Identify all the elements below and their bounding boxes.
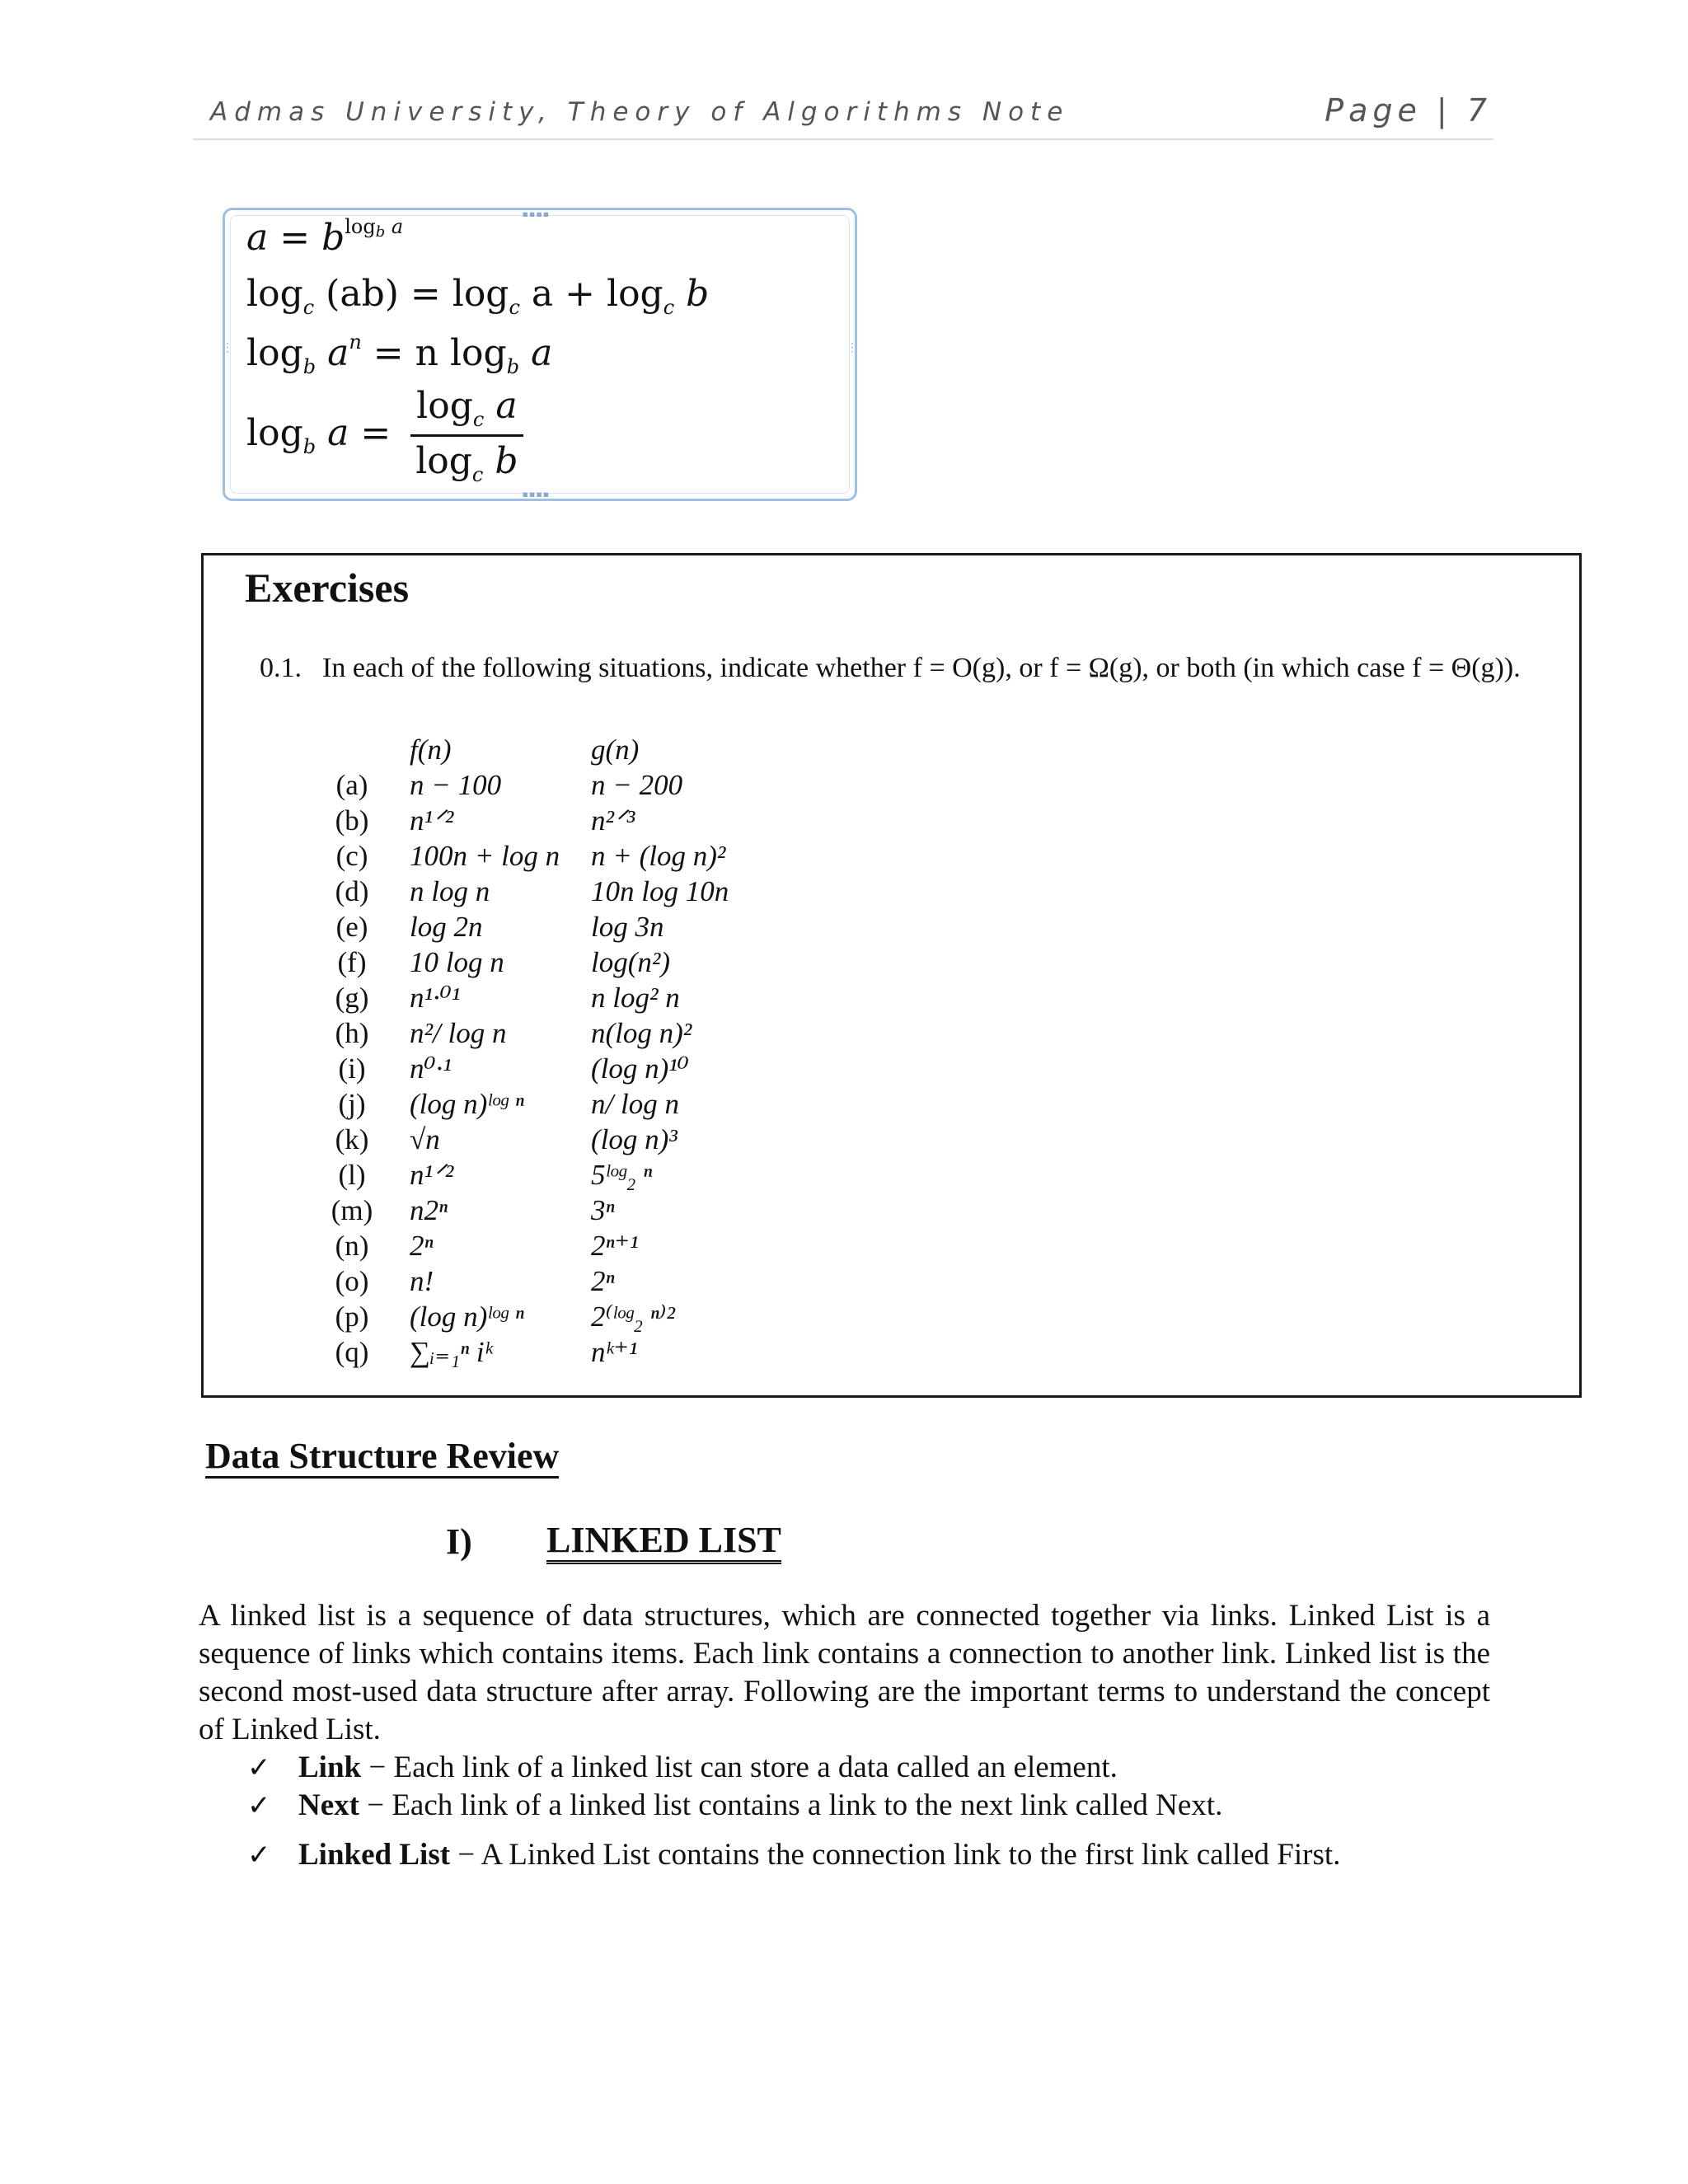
row-g-value: log 3n — [591, 911, 664, 943]
linked-list-terms-list — [247, 1749, 1340, 1874]
row-g-value: (log n)³ — [591, 1123, 678, 1155]
row-label: (h) — [335, 1017, 369, 1049]
change-of-base-fraction: $\frac{\log_c a}{\log_c b}$ — [410, 385, 523, 486]
row-f-value: n⁰·¹ — [410, 1052, 452, 1085]
exercises-heading: Exercises — [245, 565, 410, 611]
row-g-value: n/ log n — [591, 1088, 679, 1120]
row-f-value: 2ⁿ — [410, 1230, 434, 1262]
row-f-value: n²/ log n — [410, 1017, 507, 1049]
row-f-value: n¹ᐟ² — [410, 804, 454, 837]
row-f-value: n¹·⁰¹ — [410, 982, 461, 1014]
logarithm-formula-box — [223, 208, 857, 501]
row-g-value: 10n log 10n — [591, 875, 729, 907]
list-item — [247, 1749, 1340, 1787]
row-f-value: 10 log n — [410, 946, 504, 978]
row-g-value: n²ᐟ³ — [591, 804, 635, 837]
section-title: Data Structure Review — [205, 1436, 559, 1479]
row-g-value: nᵏ⁺¹ — [591, 1336, 638, 1368]
row-f-value: n¹ᐟ² — [410, 1159, 454, 1191]
row-label: (n) — [335, 1230, 369, 1262]
subsection-title: LINKED LIST — [546, 1521, 781, 1564]
checkmark-icon: ✓ — [247, 1751, 271, 1784]
page-number: Page | 7 — [1325, 92, 1492, 129]
list-item — [247, 1787, 1340, 1825]
term-description: − Each link of a linked list can store a data called an element. — [361, 1750, 1118, 1784]
row-label: (c) — [335, 840, 368, 872]
row-f-value: n log n — [410, 875, 490, 907]
row-label: (q) — [335, 1336, 369, 1368]
row-label: (a) — [335, 769, 368, 801]
row-f-value: n! — [410, 1265, 434, 1297]
formula-change-of-base: $\log_b a$ = $\frac{\log_c a}{\log_c b}$ — [246, 385, 523, 486]
formula-product-rule: $\log_c (ab) = \log_c a + \log_c b$ — [246, 273, 710, 319]
row-g-value: n log² n — [591, 982, 680, 1014]
resize-handle-right: ⋮ — [846, 341, 858, 354]
row-g-value: n + (log n)² — [591, 840, 726, 872]
term-name: Next — [298, 1788, 359, 1822]
row-g-value: 3ⁿ — [591, 1194, 615, 1226]
row-g-value: n(log n)² — [591, 1017, 692, 1049]
checkmark-icon: ✓ — [247, 1789, 271, 1822]
subsection-number: I) — [446, 1521, 472, 1562]
question-number: 0.1. — [260, 653, 302, 683]
resize-handle-top: ▪▪▪▪ — [522, 208, 550, 221]
row-g-value: 5ˡᵒᵍ₂ ⁿ — [591, 1159, 653, 1191]
row-label: (g) — [335, 982, 369, 1014]
row-g-value: (log n)¹⁰ — [591, 1052, 689, 1085]
column-header-g: g(n) — [591, 733, 640, 766]
row-label: (l) — [338, 1159, 366, 1191]
row-label: (p) — [335, 1301, 369, 1333]
row-f-value: √n — [410, 1123, 440, 1155]
resize-handle-left: ⋮ — [222, 341, 233, 354]
row-label: (f) — [337, 946, 367, 978]
row-label: (o) — [335, 1265, 369, 1297]
row-label: (e) — [335, 911, 368, 943]
row-label: (k) — [335, 1123, 369, 1155]
question-text: In each of the following situations, indicate whether f = O(g), or f = Ω(g), or both (in which case f = Θ(g)). — [322, 653, 1521, 683]
row-f-value: log 2n — [410, 911, 483, 943]
header-title: Admas University, Theory of Algorithms Note — [210, 97, 1070, 127]
row-f-value: n2ⁿ — [410, 1194, 448, 1226]
resize-handle-bottom: ▪▪▪▪ — [522, 488, 550, 501]
row-label: (m) — [331, 1194, 373, 1226]
checkmark-icon: ✓ — [247, 1839, 271, 1872]
row-f-value: ∑ᵢ₌₁ⁿ iᵏ — [410, 1336, 493, 1368]
term-name: Linked List — [298, 1838, 451, 1872]
exercise-question — [260, 650, 1545, 687]
row-g-value: log(n²) — [591, 946, 671, 978]
term-description: − A Linked List contains the connection link to the first link called First. — [450, 1838, 1341, 1872]
row-g-value: 2⁽ˡᵒᵍ₂ ⁿ⁾² — [591, 1301, 675, 1333]
row-label: (i) — [338, 1052, 366, 1085]
formula-power-rule: $\log_b a^n = n$ $\log_b a$ — [246, 330, 553, 378]
row-f-value: 100n + log n — [410, 840, 560, 872]
header-rule — [193, 138, 1493, 140]
row-f-value: (log n)ˡᵒᵍ ⁿ — [410, 1301, 524, 1333]
term-description: − Each link of a linked list contains a link to the next link called Next. — [359, 1788, 1223, 1822]
row-label: (b) — [335, 804, 369, 837]
row-g-value: n − 200 — [591, 769, 683, 801]
linked-list-paragraph: A linked list is a sequence of data structures, which are connected together via links. Linked List is a sequence of links which contains items. Each link contains a connection to another link. Linked list is the second most-used data structure after array. Following are the important terms to understand the concept of Linked List. — [199, 1599, 1490, 1746]
row-g-value: 2ⁿ⁺¹ — [591, 1230, 639, 1262]
exercises-box — [201, 553, 1582, 1398]
row-f-value: (log n)ˡᵒᵍ ⁿ — [410, 1088, 524, 1120]
row-label: (d) — [335, 875, 369, 907]
column-header-f: f(n) — [410, 733, 452, 766]
row-g-value: 2ⁿ — [591, 1265, 615, 1297]
row-label: (j) — [338, 1088, 366, 1120]
term-name: Link — [298, 1750, 362, 1784]
row-f-value: n − 100 — [410, 769, 502, 801]
list-item — [247, 1836, 1340, 1874]
formula-exponent-identity: $a = b^{log_b a}$ — [246, 215, 404, 259]
